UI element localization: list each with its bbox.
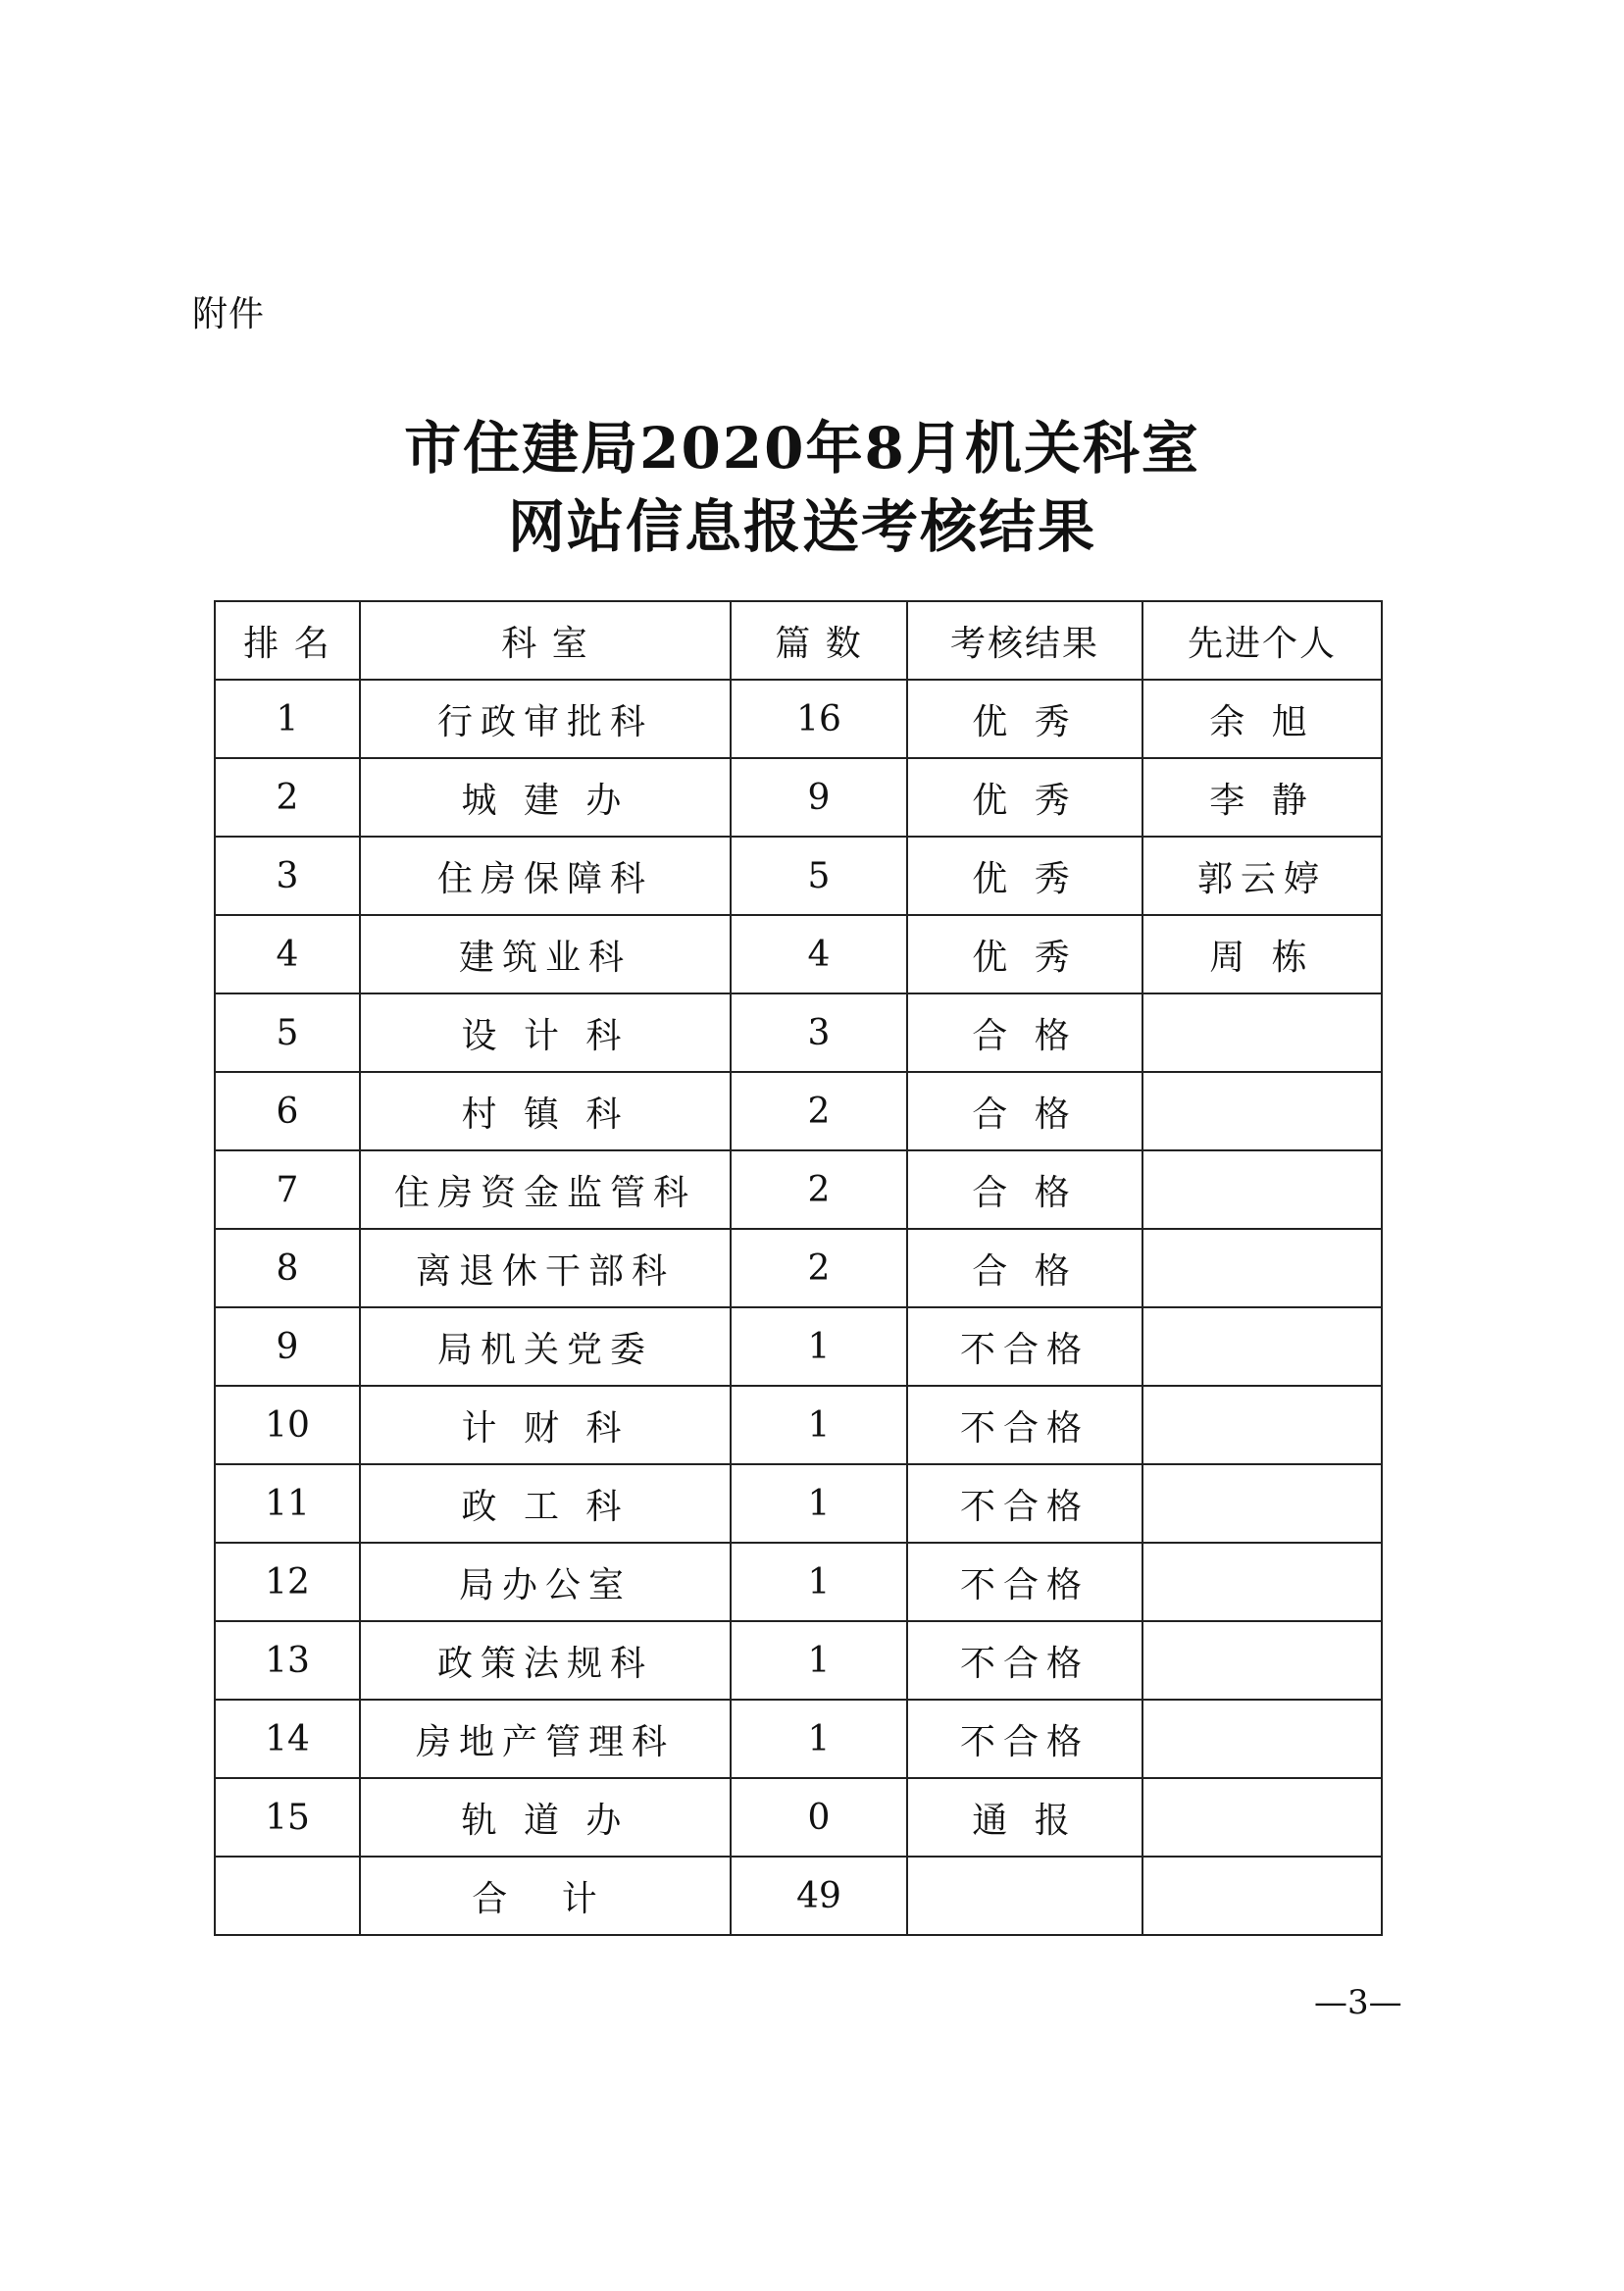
cell-count: 1 (731, 1464, 907, 1543)
header-result: 考核结果 (907, 601, 1142, 680)
attachment-label: 附件 (192, 294, 266, 334)
cell-rank: 13 (215, 1621, 360, 1700)
table-row (215, 1700, 1382, 1778)
cell-rank: 11 (215, 1464, 360, 1543)
cell-department: 局机关党委 (360, 1307, 731, 1386)
cell-department: 轨 道 办 (360, 1778, 731, 1857)
cell-rank: 7 (215, 1150, 360, 1229)
cell-advanced-person (1142, 1307, 1382, 1386)
table-row (215, 1778, 1382, 1857)
total-rank (215, 1857, 360, 1935)
cell-count: 9 (731, 758, 907, 837)
cell-result: 合 格 (907, 1072, 1142, 1150)
table-row (215, 1072, 1382, 1150)
cell-count: 4 (731, 915, 907, 993)
table-row (215, 1229, 1382, 1307)
cell-department: 政策法规科 (360, 1621, 731, 1700)
cell-department: 城 建 办 (360, 758, 731, 837)
page-number: —3— (1314, 1983, 1402, 2022)
cell-result: 合 格 (907, 993, 1142, 1072)
cell-advanced-person (1142, 993, 1382, 1072)
document-title-line-1: 市住建局2020年8月机关科室 (404, 415, 1200, 482)
cell-result: 不合格 (907, 1464, 1142, 1543)
cell-result: 不合格 (907, 1700, 1142, 1778)
table-header-row (215, 601, 1382, 680)
cell-department: 村 镇 科 (360, 1072, 731, 1150)
header-rank: 排 名 (215, 601, 360, 680)
cell-count: 2 (731, 1150, 907, 1229)
cell-advanced-person (1142, 1072, 1382, 1150)
cell-result: 优 秀 (907, 758, 1142, 837)
cell-advanced-person (1142, 1778, 1382, 1857)
table-row (215, 1150, 1382, 1229)
cell-rank: 10 (215, 1386, 360, 1464)
cell-department: 建筑业科 (360, 915, 731, 993)
cell-result: 不合格 (907, 1307, 1142, 1386)
cell-count: 1 (731, 1386, 907, 1464)
total-count: 49 (731, 1857, 907, 1935)
cell-department: 离退休干部科 (360, 1229, 731, 1307)
cell-result: 优 秀 (907, 915, 1142, 993)
cell-rank: 5 (215, 993, 360, 1072)
total-label: 合 计 (360, 1857, 731, 1935)
results-table (214, 600, 1383, 1936)
cell-result: 不合格 (907, 1621, 1142, 1700)
total-person (1142, 1857, 1382, 1935)
table-row (215, 758, 1382, 837)
cell-department: 住房资金监管科 (360, 1150, 731, 1229)
cell-rank: 14 (215, 1700, 360, 1778)
cell-department: 住房保障科 (360, 837, 731, 915)
cell-rank: 15 (215, 1778, 360, 1857)
cell-rank: 1 (215, 680, 360, 758)
cell-count: 1 (731, 1700, 907, 1778)
cell-result: 不合格 (907, 1386, 1142, 1464)
cell-result: 合 格 (907, 1229, 1142, 1307)
table-row (215, 1386, 1382, 1464)
cell-department: 政 工 科 (360, 1464, 731, 1543)
cell-rank: 12 (215, 1543, 360, 1621)
cell-department: 行政审批科 (360, 680, 731, 758)
cell-rank: 9 (215, 1307, 360, 1386)
cell-count: 3 (731, 993, 907, 1072)
table-row (215, 680, 1382, 758)
cell-rank: 6 (215, 1072, 360, 1150)
cell-department: 局办公室 (360, 1543, 731, 1621)
table-row (215, 837, 1382, 915)
cell-count: 1 (731, 1307, 907, 1386)
cell-result: 优 秀 (907, 680, 1142, 758)
cell-advanced-person: 余 旭 (1142, 680, 1382, 758)
table-row (215, 915, 1382, 993)
cell-advanced-person: 周 栋 (1142, 915, 1382, 993)
document-title-line-2: 网站信息报送考核结果 (507, 493, 1096, 560)
table-row (215, 1464, 1382, 1543)
cell-result: 优 秀 (907, 837, 1142, 915)
cell-count: 5 (731, 837, 907, 915)
table-row (215, 1307, 1382, 1386)
cell-count: 1 (731, 1621, 907, 1700)
cell-advanced-person: 李 静 (1142, 758, 1382, 837)
cell-department: 计 财 科 (360, 1386, 731, 1464)
cell-rank: 2 (215, 758, 360, 837)
cell-advanced-person (1142, 1621, 1382, 1700)
cell-rank: 4 (215, 915, 360, 993)
cell-advanced-person (1142, 1543, 1382, 1621)
cell-advanced-person (1142, 1386, 1382, 1464)
total-result (907, 1857, 1142, 1935)
header-advanced-person: 先进个人 (1142, 601, 1382, 680)
total-row (215, 1857, 1382, 1935)
table-row (215, 1621, 1382, 1700)
cell-advanced-person (1142, 1700, 1382, 1778)
cell-result: 不合格 (907, 1543, 1142, 1621)
table-body (215, 680, 1382, 1857)
cell-advanced-person (1142, 1150, 1382, 1229)
cell-advanced-person: 郭云婷 (1142, 837, 1382, 915)
cell-count: 16 (731, 680, 907, 758)
cell-rank: 3 (215, 837, 360, 915)
cell-count: 0 (731, 1778, 907, 1857)
header-count: 篇 数 (731, 601, 907, 680)
table-row (215, 993, 1382, 1072)
cell-advanced-person (1142, 1464, 1382, 1543)
cell-count: 2 (731, 1072, 907, 1150)
header-department: 科 室 (360, 601, 731, 680)
table-row (215, 1543, 1382, 1621)
cell-result: 合 格 (907, 1150, 1142, 1229)
cell-rank: 8 (215, 1229, 360, 1307)
cell-count: 1 (731, 1543, 907, 1621)
cell-advanced-person (1142, 1229, 1382, 1307)
cell-count: 2 (731, 1229, 907, 1307)
cell-department: 设 计 科 (360, 993, 731, 1072)
cell-result: 通 报 (907, 1778, 1142, 1857)
cell-department: 房地产管理科 (360, 1700, 731, 1778)
